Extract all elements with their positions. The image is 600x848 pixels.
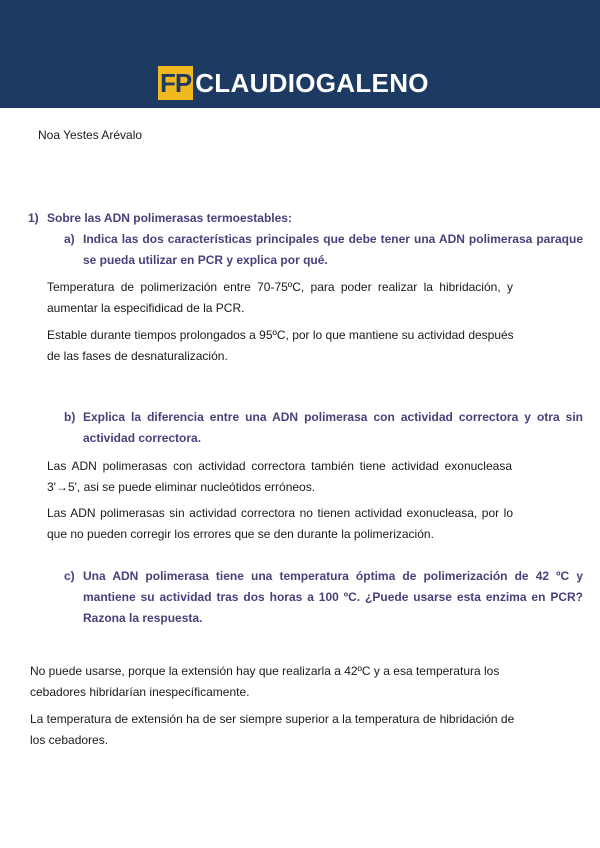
question-a-line2: se pueda utilizar en PCR y explica por qué. [83, 253, 328, 267]
answer-a1-line1: Temperatura de polimerización entre 70-75ºC, para poder realizar la hibridación, y [47, 280, 513, 294]
question-c-line3: Razona la respuesta. [83, 611, 203, 625]
logo-name: CLAUDIOGALENO [195, 68, 429, 98]
brand-logo [158, 66, 429, 100]
answer-c1-line1: No puede usarse, porque la extensión hay que realizarla a 42ºC y a esa temperatura los [30, 664, 500, 678]
answer-a2-line2: de las fases de desnaturalización. [47, 349, 228, 363]
question-a-line1: Indica las dos características principales que debe tener una ADN polimerasa paraque [83, 232, 583, 246]
question-c-letter: c) [64, 569, 75, 583]
question-a-letter: a) [64, 232, 75, 246]
answer-b1-line2: 3'→5', asi se puede eliminar nucleótidos erróneos. [47, 480, 316, 494]
answer-c2-line1: La temperatura de extensión ha de ser siempre superior a la temperatura de hibridación de [30, 712, 515, 726]
question-c-line2: mantiene su actividad tras dos horas a 100 ºC. ¿Puede usarse esta enzima en PCR? [83, 590, 583, 604]
question-c-line1: Una ADN polimerasa tiene una temperatura óptima de polimerización de 42 ºC y [83, 569, 583, 583]
answer-c1-line2: cebadores hibridarían inespecíficamente. [30, 685, 250, 699]
answer-b2-line1: Las ADN polimerasas sin actividad correctora no tienen actividad exonucleasa, por lo [47, 506, 513, 520]
question-b-line1: Explica la diferencia entre una ADN polimerasa con actividad correctora y otra sin [83, 410, 583, 424]
answer-a2-line1: Estable durante tiempos prolongados a 95ºC, por lo que mantiene su actividad después [47, 328, 514, 342]
answer-b1-line1: Las ADN polimerasas con actividad correctora también tiene actividad exonucleasa [47, 459, 512, 473]
logo-prefix: FP [160, 68, 192, 98]
author-name: Noa Yestes Arévalo [38, 128, 143, 142]
question-b-line2: actividad correctora. [83, 431, 202, 445]
section-number: 1) [28, 211, 39, 225]
header-bar [0, 0, 600, 108]
section-title: Sobre las ADN polimerasas termoestables: [47, 211, 292, 225]
question-b-letter: b) [64, 410, 76, 424]
answer-b2-line2: que no pueden corregir los errores que se den durante la polimerización. [47, 527, 434, 541]
answer-a1-line2: aumentar la especifidicad de la PCR. [47, 301, 245, 315]
answer-c2-line2: los cebadores. [30, 733, 109, 747]
